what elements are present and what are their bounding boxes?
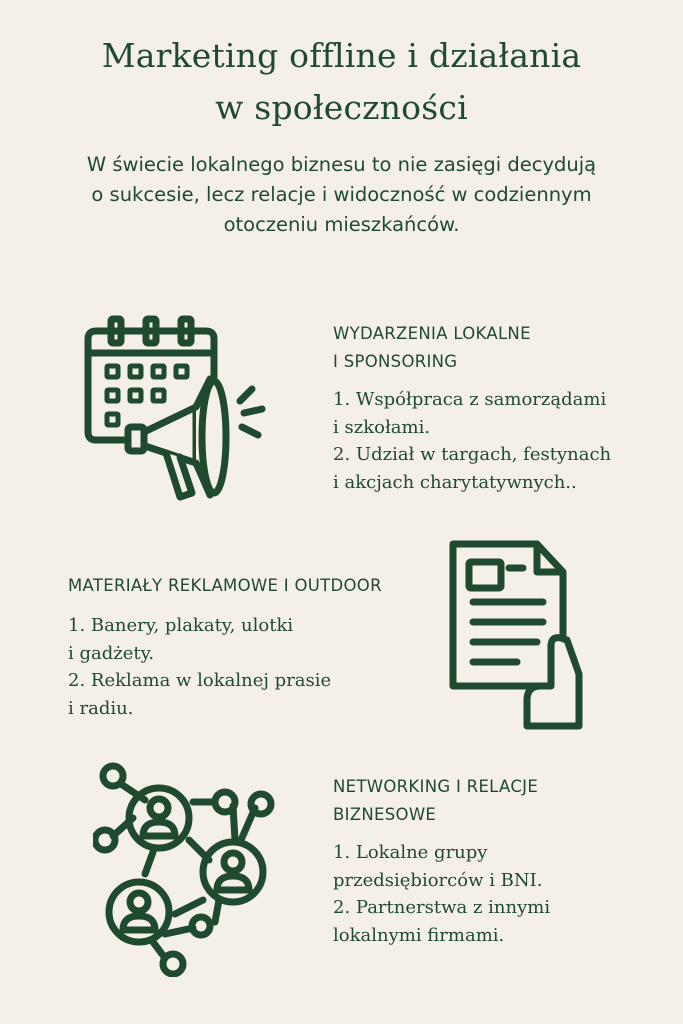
- section-list-materials: [68, 612, 331, 722]
- section-list-events: [333, 386, 611, 496]
- intro-text: [30, 150, 653, 240]
- title-line-1: Marketing offline i działania: [101, 36, 582, 75]
- list-line: 1. Współpraca z samorządami: [333, 389, 607, 410]
- title-line-2: w społeczności: [215, 88, 468, 127]
- section-heading-events: [333, 320, 531, 376]
- list-line: 1. Lokalne grupy: [333, 842, 488, 863]
- section-heading-materials-line-1: MATERIAŁY REKLAMOWE I OUTDOOR: [68, 576, 382, 595]
- intro-line-1: W świecie lokalnego biznesu to nie zasięgi decydują: [86, 153, 597, 176]
- section-list-networking: [333, 839, 550, 949]
- intro-line-2: o sukcesie, lecz relacje i widoczność w codziennym: [91, 183, 592, 206]
- list-line: 2. Partnerstwa z innymi: [333, 897, 551, 918]
- intro-line-3: otoczeniu mieszkańców.: [223, 213, 460, 236]
- list-line: i gadżety.: [68, 642, 155, 664]
- section-heading-networking: [333, 773, 538, 829]
- section-heading-events-line-2: I SPONSORING: [333, 352, 458, 371]
- list-line: 1. Banery, plakaty, ulotki: [68, 615, 294, 636]
- page-title: [0, 30, 683, 134]
- list-line: i akcjach charytatywnych..: [333, 471, 577, 493]
- list-line: i radiu.: [68, 697, 134, 719]
- list-line: lokalnymi firmami.: [333, 924, 505, 946]
- section-heading-networking-line-2: BIZNESOWE: [333, 805, 437, 824]
- section-heading-materials: [68, 572, 382, 600]
- list-line: przedsiębiorców i BNI.: [333, 869, 543, 891]
- list-line: i szkołami.: [333, 416, 431, 438]
- list-line: 2. Udział w targach, festynach: [333, 444, 612, 465]
- people-network-icon: [93, 762, 278, 977]
- section-heading-networking-line-1: NETWORKING I RELACJE: [333, 777, 539, 796]
- calendar-megaphone-icon: [80, 315, 275, 505]
- document-hand-icon: [445, 536, 595, 736]
- section-heading-events-line-1: WYDARZENIA LOKALNE: [333, 324, 531, 343]
- list-line: 2. Reklama w lokalnej prasie: [68, 670, 332, 691]
